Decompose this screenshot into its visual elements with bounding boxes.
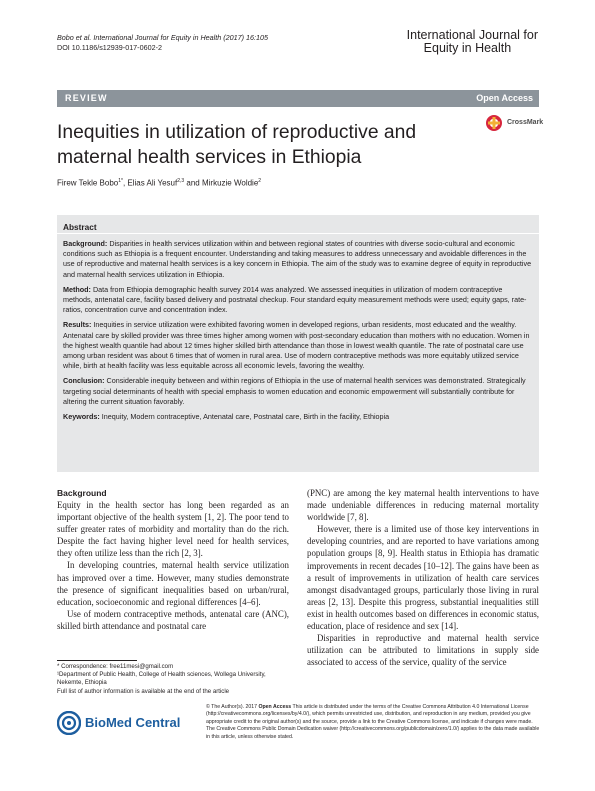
footnotes: [57, 663, 289, 696]
license-text: This article is distributed under the terms of the Creative Commons Attribution 4.0 International License (http://creativecommons.org/licenses/by/4.0/), which permits unrestricted use, distribution, and reproduction in any medium, provided you give appropriate credit to the original author(s) and the source, provide a link to the Creative Commons license, and indicate if changes were made. The Creative Commons Public Domain Dedication waiver (http://creativecommons.org/publicdomain/zero/1.0/) applies to the data made available in this article, unless otherwise stated.: [206, 704, 540, 740]
abstract-divider: [57, 233, 539, 234]
journal-name-line2: Equity in Health: [423, 41, 512, 55]
journal-name-line1: International Journal for: [406, 28, 538, 42]
body-paragraph: Disparities in reproductive and maternal health service utilization can be attributed to limitations in supply side associated to access of the service, quality of the service: [307, 633, 539, 668]
article-type-label: REVIEW: [65, 93, 108, 103]
body-paragraph: Use of modern contraceptive methods, antenatal care (ANC), skilled birth attendance and postnatal care: [57, 608, 289, 631]
author-affiliation: 2: [258, 178, 262, 184]
journal-name: [407, 29, 538, 55]
abstract-text: Considerable inequity between and within regions of Ethiopia in the use of maternal health services was demonstrated. Strategically targeting social determinants of health with special emphasis to women education and economic empowerment will substantially contribute for altering the current situation favorably.: [63, 376, 526, 406]
abstract-conclusion: [63, 376, 533, 407]
biomed-central-icon: [57, 711, 81, 735]
abstract-heading: Abstract: [63, 222, 97, 232]
open-access-text: Open Access: [258, 704, 292, 710]
abstract-text: Inequities in service utilization were exhibited favoring women in developed regions, urban residents, most educated and the wealthy. Antenatal care by skilled provider was three times higher among women with post-secondary education than mothers with no education. Women in the highest wealth quantile had about 12 times higher skilled birth attendance than those in lowest wealth quantile. The rate of postnatal care use among urban resident was about 6 times that of women in rural area. Use of modern contraceptive methods was more equitably utilized service while, birth at health facility was less equitable across all economic levels, favoring the wealthy.: [63, 320, 530, 371]
abstract-method: [63, 285, 533, 316]
correspondence-note: * Correspondence: free11mesi@gmail.com: [57, 663, 174, 670]
doi-line: DOI 10.1186/s12939-017-0602-2: [57, 43, 162, 52]
author-affiliation: 1*: [118, 178, 123, 184]
publisher-name: BioMed Central: [85, 715, 181, 730]
citation-header: [57, 33, 268, 53]
abstract-label: Results:: [63, 320, 92, 330]
citation-line: Bobo et al. International Journal for Equity in Health (2017) 16:105: [57, 33, 268, 42]
body-paragraph: Equity in the health sector has long been regarded as an important objective of the health system [1, 2]. The poor tend to suffer greater rates of morbidity and mortality than do the rich. Despite the fact having higher level need for health services, they often utilize less than the rich [2, 3].: [57, 500, 289, 559]
abstract-background: [63, 239, 533, 280]
body-paragraph: However, there is a limited use of those key interventions in developing countries, and are reported to have variations among population groups [8, 9]. Health status in Ethiopia has dramatic improvements in recent decades [10–12]. The gains have been as a result of improvements in utilization of health care services amongst disadvantaged groups, particularly those living in rural areas [2, 13]. Despite this progress, substantial inequalities still exist in health outcomes based on differences in economic status, education, place of residence and sex [14].: [307, 524, 539, 632]
crossmark-button[interactable]: [485, 114, 545, 132]
abstract-label: Background:: [63, 239, 108, 248]
author-name[interactable]: , Elias Ali Yesuf: [122, 178, 178, 188]
author-info-note: Full list of author information is available at the end of the article: [57, 687, 230, 695]
affiliation-note: ¹Department of Public Health, College of Health sciences, Wollega University, Nekemte, Ethiopia: [57, 671, 266, 687]
abstract-text: Disparities in health services utilization within and between regional states of countries with diverse socio-cultural and economic conditions such as Ethiopia is a frequent encounter. Understanding and taking measures to address unnecessary and avoidable differences in the use of reproductive and maternal health services is a key concern in Ethiopia. The aim of the study was to examine degree of equity in reproductive and maternal health services utilization in Ethiopia.: [63, 239, 532, 279]
article-title: Inequities in utilization of reproductive and maternal health services in Ethiopia: [57, 122, 417, 168]
copyright-text: © The Author(s). 2017: [206, 704, 259, 710]
crossmark-label: CrossMark: [507, 119, 544, 126]
body-paragraph: (PNC) are among the key maternal health interventions to have made undeniable differences in reducing maternal mortality worldwide [7, 8].: [307, 488, 539, 523]
abstract-label: Conclusion:: [63, 376, 105, 386]
license-statement: [206, 704, 540, 741]
abstract-text: Data from Ethiopia demographic health survey 2014 was analyzed. We assessed inequities in utilization of modern contraceptive methods, antenatal care, facility based delivery and postnatal checkup. Four standard equity measurement methods were used; equity gaps, rate-ratios, concentration curve and concentration index.: [63, 284, 527, 315]
publisher-logo: [57, 711, 182, 735]
abstract-keywords: [63, 412, 533, 422]
body-paragraph: In developing countries, maternal health service utilization has improved over a time. However, many studies demonstrate the presence of significant inequalities based on urban/rural, education, socioeconomic and regional differences [4–6].: [57, 560, 289, 607]
footnote-divider: [57, 660, 137, 661]
abstract-text: Inequity, Modern contraceptive, Antenatal care, Postnatal care, Birth in the facility, Ethiopia: [99, 412, 390, 422]
author-name[interactable]: Firew Tekle Bobo: [57, 178, 119, 188]
article-type-banner: [57, 90, 539, 107]
author-name[interactable]: and Mirkuzie Woldie: [184, 178, 259, 188]
abstract-label: Keywords:: [63, 412, 100, 422]
crossmark-icon: [485, 114, 505, 132]
body-column-right: [307, 487, 539, 668]
section-heading: Background: [57, 488, 107, 498]
abstract-results: [63, 320, 533, 371]
abstract-body: [63, 239, 533, 427]
author-list: [57, 178, 261, 188]
body-column-left: [57, 487, 289, 632]
author-affiliation: 2,3: [177, 178, 185, 184]
open-access-label: Open Access: [476, 93, 533, 103]
abstract-label: Method:: [63, 284, 91, 294]
